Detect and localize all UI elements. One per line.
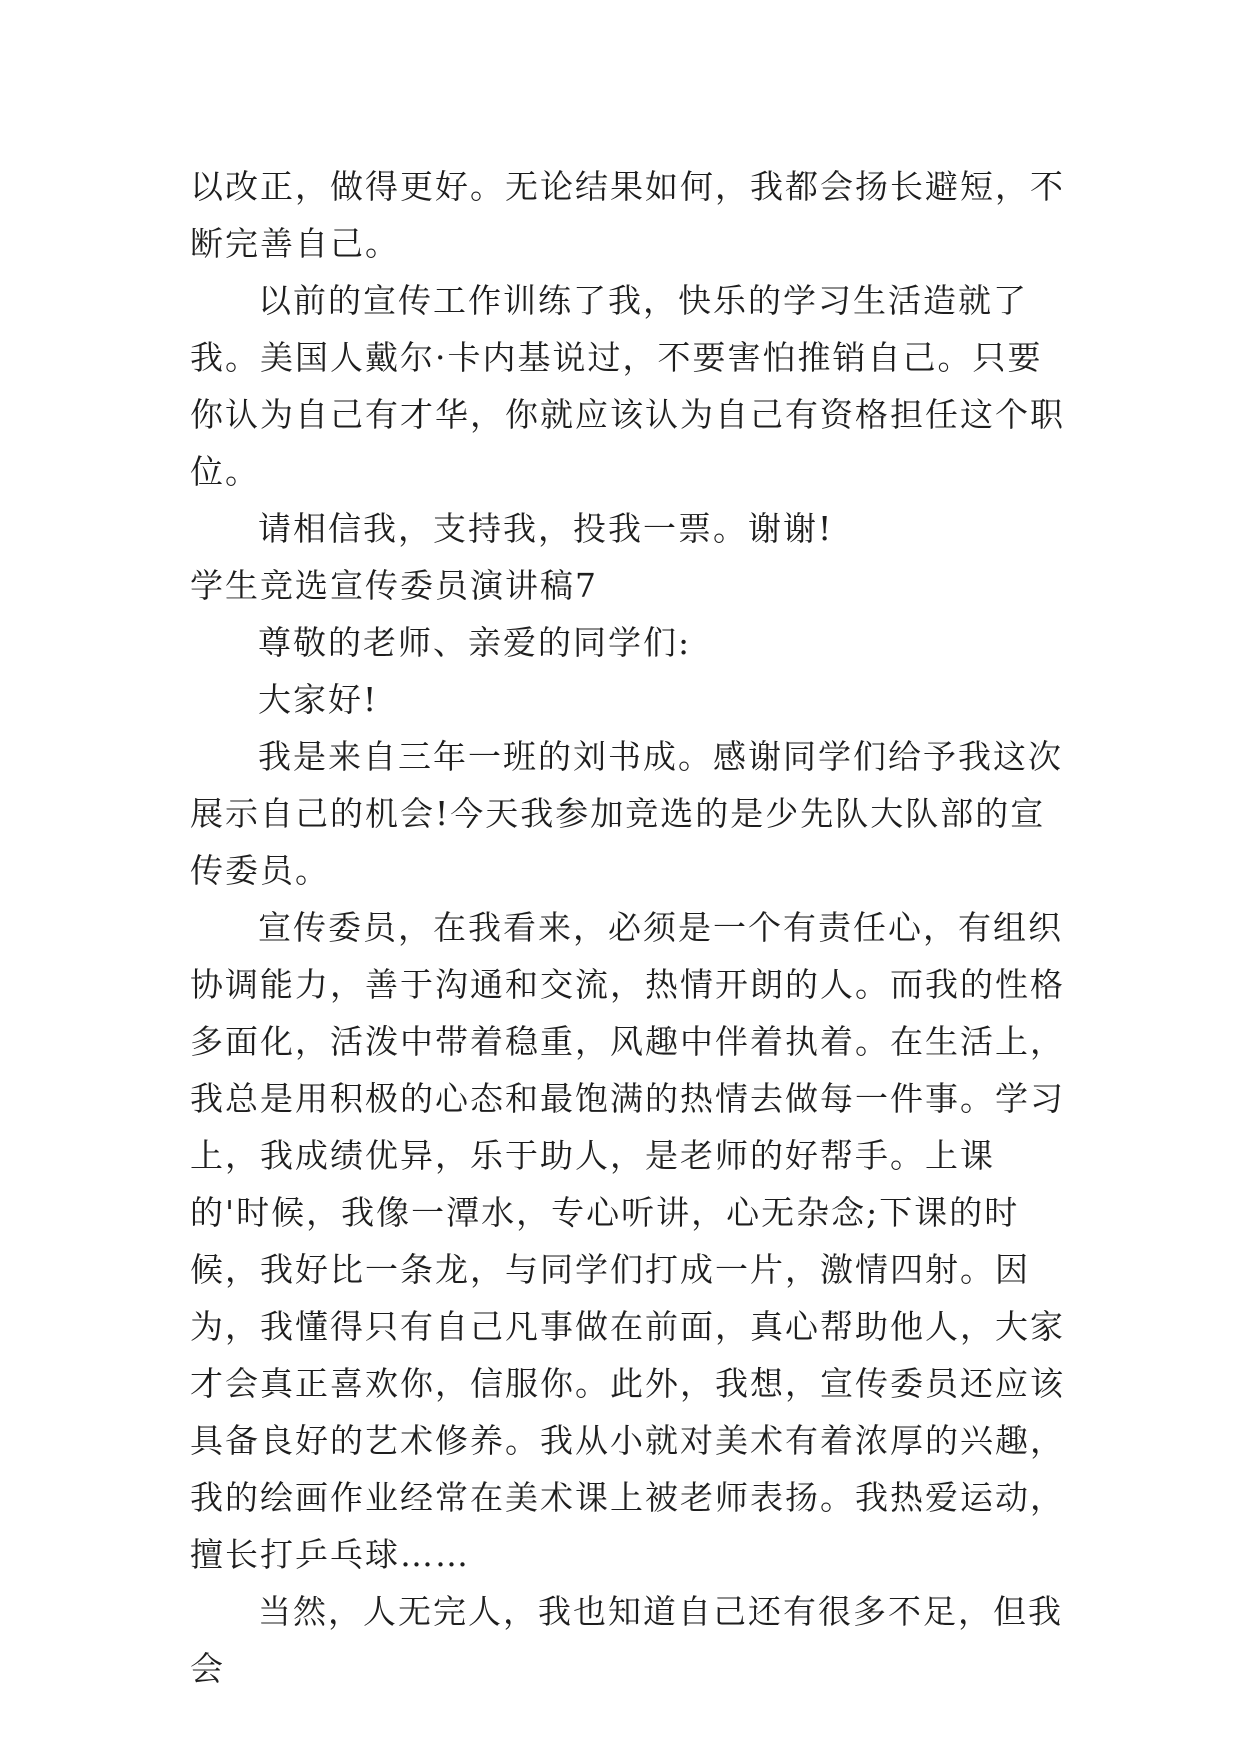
greeting: 大家好! [258,680,379,719]
paragraph: 以改正，做得更好。无论结果如何，我都会扬长避短，不断完善自己。 [190,167,1065,263]
section-heading: 学生竞选宣传委员演讲稿7 [190,566,598,605]
paragraph: 我是来自三年一班的刘书成。感谢同学们给予我这次展示自己的机会!今天我参加竞选的是少先队大队部的宣传委员。 [190,737,1063,890]
document-body [190,158,1070,1697]
paragraph: 当然，人无完人，我也知道自己还有很多不足，但我会 [190,1592,1063,1688]
salutation: 尊敬的老师、亲爱的同学们: [258,623,692,662]
paragraph: 宣传委员，在我看来，必须是一个有责任心，有组织协调能力，善于沟通和交流，热情开朗的人。而我的性格多面化，活泼中带着稳重，风趣中伴着执着。在生活上，我总是用积极的心态和最饱满的热情去做每一件事。学习上，我成绩优异，乐于助人，是老师的好帮手。上课的'时候，我像一潭水，专心听讲，心无杂念;下课的时候，我好比一条龙，与同学们打成一片，激情四射。因为，我懂得只有自己凡事做在前面，真心帮助他人，大家才会真正喜欢你，信服你。此外，我想，宣传委员还应该具备良好的艺术修养。我从小就对美术有着浓厚的兴趣，我的绘画作业经常在美术课上被老师表扬。我热爱运动，擅长打乒乓球…… [190,908,1065,1574]
paragraph: 以前的宣传工作训练了我，快乐的学习生活造就了我。美国人戴尔·卡内基说过，不要害怕推销自己。只要你认为自己有才华，你就应该认为自己有资格担任这个职位。 [190,281,1065,491]
paragraph: 请相信我，支持我，投我一票。谢谢! [258,509,834,548]
